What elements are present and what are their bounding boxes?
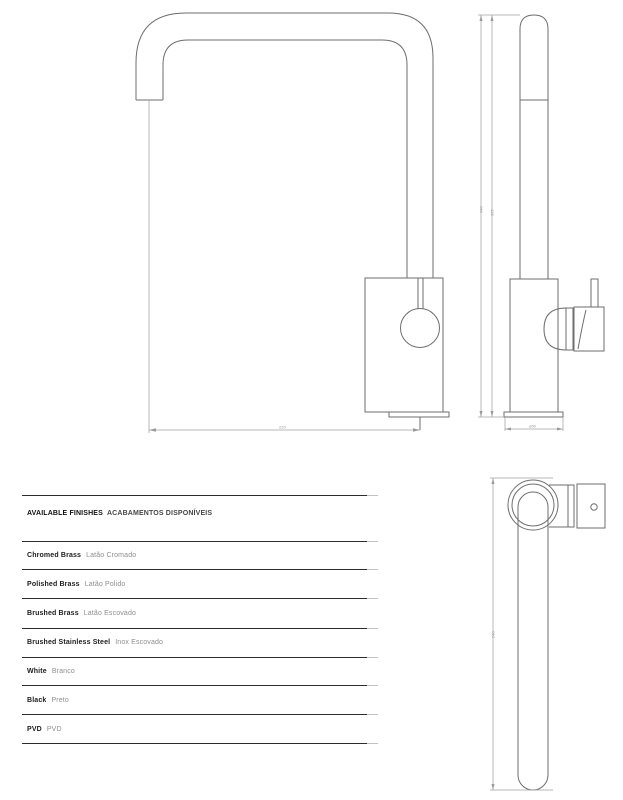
top-handle-outline: [549, 484, 605, 528]
finishes-header-pt: ACABAMENTOS DISPONÍVEIS: [106, 510, 213, 517]
top-length-dimension-label: 240: [490, 631, 496, 638]
finish-name-pt: Latão Polido: [84, 581, 126, 588]
table-rule: [22, 657, 378, 658]
finish-row-white: [27, 667, 75, 676]
table-rule: [22, 495, 378, 496]
finish-name-en: Chromed Brass: [27, 552, 82, 559]
finish-row-chromed-brass: [27, 551, 136, 560]
finish-name-pt: Latão Escovado: [83, 610, 137, 617]
finish-row-pvd: [27, 725, 62, 734]
finish-name-pt: Preto: [51, 697, 69, 704]
top-length-dimension: [490, 478, 553, 790]
finish-name-en: Brushed Brass: [27, 610, 79, 617]
table-rule: [22, 743, 378, 744]
finish-row-black: [27, 696, 69, 705]
finish-name-pt: Branco: [51, 668, 75, 675]
table-rule: [22, 541, 378, 542]
table-rule: [22, 685, 378, 686]
front-reach-dimension-label: 220: [279, 424, 286, 430]
finish-name-en: Polished Brass: [27, 581, 80, 588]
top-handle-screw-hole: [591, 504, 597, 510]
table-rule: [22, 569, 378, 570]
finish-row-brushed-stainless-steel: [27, 638, 163, 647]
finish-name-pt: Latão Cromado: [86, 552, 137, 559]
table-rule: [22, 628, 378, 629]
table-rule: [22, 598, 378, 599]
finish-name-pt: Inox Escovado: [115, 639, 164, 646]
finish-name-pt: PVD: [46, 726, 62, 733]
top-spout-tube: [518, 492, 548, 790]
side-base-diameter-label: ø50: [529, 423, 536, 429]
finish-row-brushed-brass: [27, 609, 136, 618]
side-height-outer-label: 340: [478, 206, 484, 213]
finish-name-en: PVD: [27, 726, 42, 733]
finishes-header: [27, 509, 212, 518]
table-rule: [22, 714, 378, 715]
finishes-header-en: AVAILABLE FINISHES: [27, 510, 103, 517]
finish-row-polished-brass: [27, 580, 125, 589]
finishes-table: [22, 495, 378, 747]
side-height-inner-label: 325: [489, 209, 495, 216]
top-handle-collar: [568, 485, 574, 527]
finish-name-en: White: [27, 668, 47, 675]
finish-name-en: Brushed Stainless Steel: [27, 639, 111, 646]
top-body-circles: [508, 480, 558, 530]
finish-name-en: Black: [27, 697, 47, 704]
